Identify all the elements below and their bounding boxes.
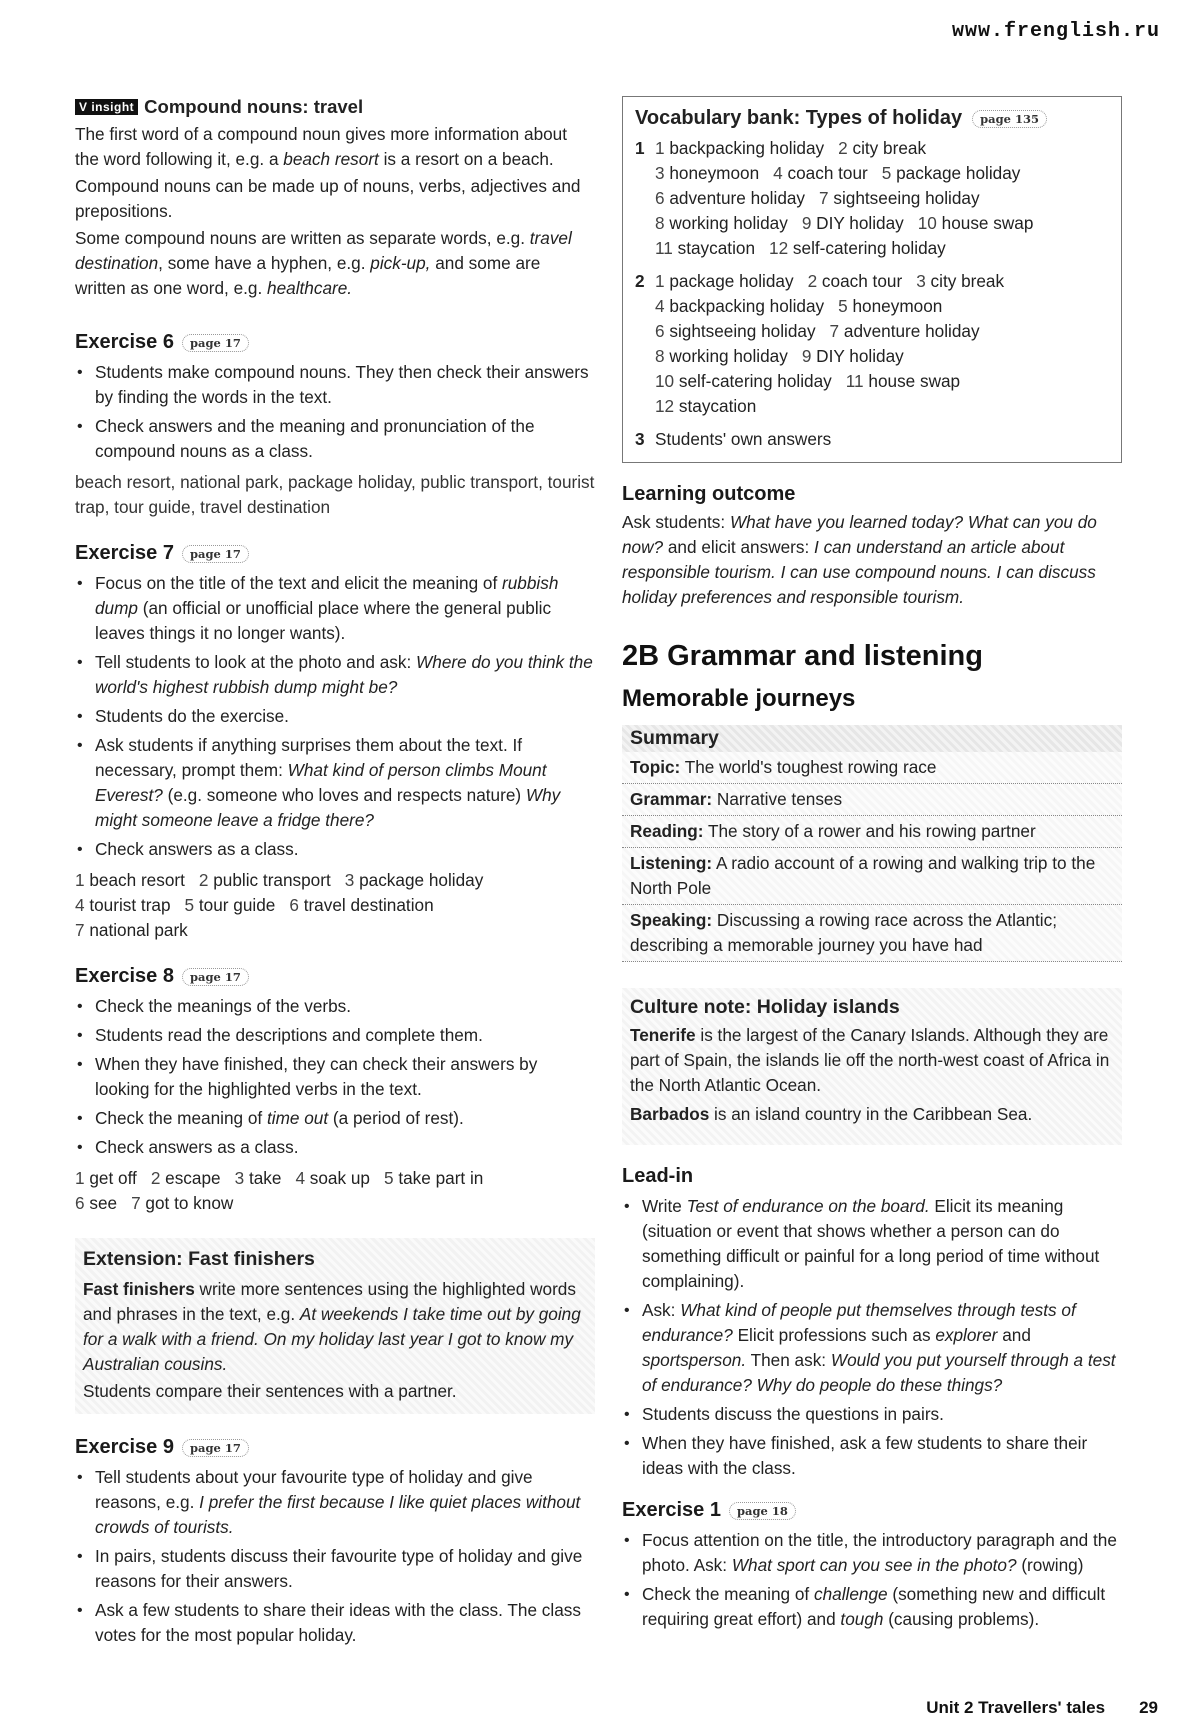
- v-insight-title: Compound nouns: travel: [144, 96, 364, 117]
- lead-in-bullet: • Students discuss the questions in pairs.: [622, 1402, 1122, 1427]
- lead-in-bullet: • Write Test of endurance on the board. Elicit its meaning (situation or event that shows whether a person can do something difficult or painful for a long period of time without complaining).: [622, 1194, 1122, 1294]
- vocab-group-2: 2 1 package holiday 2 coach tour 3 city break 4 backpacking holiday 5 honeymoon 6 sightseeing holiday 7 adventure holiday 8 working holiday 9 DIY holiday 10 self-catering holiday 11 house swap 12 staycation: [635, 271, 1005, 416]
- exercise-8-page-tag: page 17: [182, 968, 249, 986]
- exercise-6-page-tag: page 17: [182, 334, 249, 352]
- lead-in-title: Lead-in: [622, 1165, 694, 1187]
- exercise-8-bullet: • Check the meaning of time out (a period of rest).: [75, 1106, 595, 1131]
- summary-row: Topic: The world's toughest rowing race: [622, 752, 1122, 784]
- vocabulary-bank-page-tag: page 135: [972, 110, 1047, 128]
- left-column: [75, 96, 595, 1670]
- exercise-6-bullet: • Students make compound nouns. They then check their answers by finding the words in the text.: [75, 360, 595, 410]
- culture-note-title: Culture note: Holiday islands: [630, 996, 900, 1018]
- exercise-6-bullet: • Check answers and the meaning and pronunciation of the compound nouns as a class.: [75, 414, 595, 464]
- exercise-9-page-tag: page 17: [182, 1439, 249, 1457]
- exercise-7-title: Exercise 7: [75, 542, 174, 564]
- lead-in-bullet: • Ask: What kind of people put themselves through tests of endurance? Elicit professions such as explorer and sportsperson. Then ask: Would you put yourself through a test of endurance? Why do people do these things?: [622, 1298, 1122, 1398]
- extension-paragraph-1: Fast finishers write more sentences using the highlighted words and phrases in the text, e.g. At weekends I take time out by going for a walk with a friend. On my holiday last year I got to know my Australian cousins.: [83, 1279, 581, 1374]
- website-url: www.frenglish.ru: [951, 20, 1160, 43]
- exercise-7-bullet: • Check answers as a class.: [75, 837, 595, 862]
- culture-note-paragraph-2: Barbados is an island country in the Caribbean Sea.: [630, 1104, 1033, 1124]
- lesson-subtitle: Memorable journeys: [622, 685, 856, 712]
- exercise-1-title: Exercise 1: [622, 1499, 721, 1521]
- exercise-1-bullet: • Check the meaning of challenge (something new and difficult requiring great effort) and tough (causing problems).: [622, 1582, 1122, 1632]
- footer-unit-title: Unit 2 Travellers' tales: [926, 1698, 1106, 1717]
- summary-row: Grammar: Narrative tenses: [622, 784, 1122, 816]
- summary-row: Speaking: Discussing a rowing race across the Atlantic; describing a memorable journey you have had: [622, 905, 1122, 962]
- culture-note-box: [622, 988, 1122, 1145]
- v-insight-badge: V insight: [75, 99, 138, 115]
- learning-outcome-text: Ask students: What have you learned today? What can you do now? and elicit answers: I can understand an article about responsible tourism. I can use compound nouns. I can discuss holiday preferences and responsible tourism.: [622, 512, 1097, 607]
- v-insight-section: [75, 96, 595, 301]
- exercise-8-bullet: • Check answers as a class.: [75, 1135, 595, 1160]
- exercise-8-section: [75, 965, 595, 1216]
- exercise-9-title: Exercise 9: [75, 1436, 174, 1458]
- page-number: 29: [1139, 1698, 1158, 1717]
- exercise-8-bullet: • Students read the descriptions and complete them.: [75, 1023, 595, 1048]
- v-insight-paragraph-1: The first word of a compound noun gives more information about the word following it, e.g. a beach resort is a resort on a beach.: [75, 124, 568, 169]
- exercise-7-bullet: • Students do the exercise.: [75, 704, 595, 729]
- learning-outcome-title: Learning outcome: [622, 483, 796, 505]
- exercise-1-page-tag: page 18: [729, 1502, 796, 1520]
- right-column: [622, 96, 1122, 1636]
- exercise-7-bullet: • Focus on the title of the text and elicit the meaning of rubbish dump (an official or unofficial place where the general public leaves things it no longer wants).: [75, 571, 595, 646]
- exercise-8-bullet: • Check the meanings of the verbs.: [75, 994, 595, 1019]
- vocab-group-3: 3 Students' own answers: [635, 429, 832, 449]
- unit-title: 2B Grammar and listening: [622, 640, 983, 672]
- exercise-9-bullet: • In pairs, students discuss their favourite type of holiday and give reasons for their answers.: [75, 1544, 595, 1594]
- exercise-8-title: Exercise 8: [75, 965, 174, 987]
- exercise-7-section: [75, 542, 595, 943]
- summary-box: [622, 725, 1122, 962]
- vocab-group-1: 1 1 backpacking holiday 2 city break 3 honeymoon 4 coach tour 5 package holiday 6 adventure holiday 7 sightseeing holiday 8 working holiday 9 DIY holiday 10 house swap 11 staycation 12 self-catering holiday: [635, 138, 1034, 258]
- exercise-9-bullet: • Tell students about your favourite type of holiday and give reasons, e.g. I prefer the first because I like quiet places without crowds of tourists.: [75, 1465, 595, 1540]
- lead-in-bullet: • When they have finished, ask a few students to share their ideas with the class.: [622, 1431, 1122, 1481]
- page-footer: [926, 1698, 1158, 1718]
- exercise-9-bullet: • Ask a few students to share their ideas with the class. The class votes for the most popular holiday.: [75, 1598, 595, 1648]
- summary-title: Summary: [622, 725, 1122, 752]
- v-insight-paragraph-2: Compound nouns can be made up of nouns, verbs, adjectives and prepositions.: [75, 176, 581, 221]
- v-insight-paragraph-3: Some compound nouns are written as separate words, e.g. travel destination, some have a hyphen, e.g. pick-up, and some are written as one word, e.g. healthcare.: [75, 228, 572, 298]
- exercise-8-answers: 1 get off 2 escape 3 take 4 soak up 5 take part in 6 see 7 got to know: [75, 1168, 484, 1213]
- exercise-6-answer: beach resort, national park, package holiday, public transport, tourist trap, tour guide, travel destination: [75, 472, 595, 517]
- vocabulary-bank-title: Vocabulary bank: Types of holiday: [635, 107, 963, 129]
- exercise-7-page-tag: page 17: [182, 545, 249, 563]
- exercise-1-bullet: • Focus attention on the title, the introductory paragraph and the photo. Ask: What sport can you see in the photo? (rowing): [622, 1528, 1122, 1578]
- culture-note-paragraph-1: Tenerife is the largest of the Canary Islands. Although they are part of Spain, the islands lie off the north-west coast of Africa in the North Atlantic Ocean.: [630, 1025, 1110, 1095]
- exercise-6-section: [75, 331, 595, 520]
- exercise-7-bullet: • Ask students if anything surprises them about the text. If necessary, prompt them: What kind of person climbs Mount Everest? (e.g. someone who loves and respects nature) Why might someone leave a fridge there?: [75, 733, 595, 833]
- exercise-9-section: [75, 1436, 595, 1648]
- exercise-7-bullet: • Tell students to look at the photo and ask: Where do you think the world's highest rubbish dump might be?: [75, 650, 595, 700]
- extension-box: [75, 1238, 595, 1414]
- extension-paragraph-2: Students compare their sentences with a partner.: [83, 1381, 457, 1401]
- exercise-1-section: [622, 1499, 1122, 1632]
- summary-row: Listening: A radio account of a rowing and walking trip to the North Pole: [622, 848, 1122, 905]
- exercise-8-bullet: • When they have finished, they can check their answers by looking for the highlighted verbs in the text.: [75, 1052, 595, 1102]
- extension-title: Extension: Fast finishers: [83, 1248, 315, 1270]
- exercise-7-answers: 1 beach resort 2 public transport 3 package holiday 4 tourist trap 5 tour guide 6 travel destination 7 national park: [75, 870, 484, 940]
- lead-in-section: [622, 1165, 1122, 1481]
- exercise-6-title: Exercise 6: [75, 331, 174, 353]
- learning-outcome-section: [622, 483, 1122, 610]
- summary-row: Reading: The story of a rower and his rowing partner: [622, 816, 1122, 848]
- vocabulary-bank-box: [622, 96, 1122, 463]
